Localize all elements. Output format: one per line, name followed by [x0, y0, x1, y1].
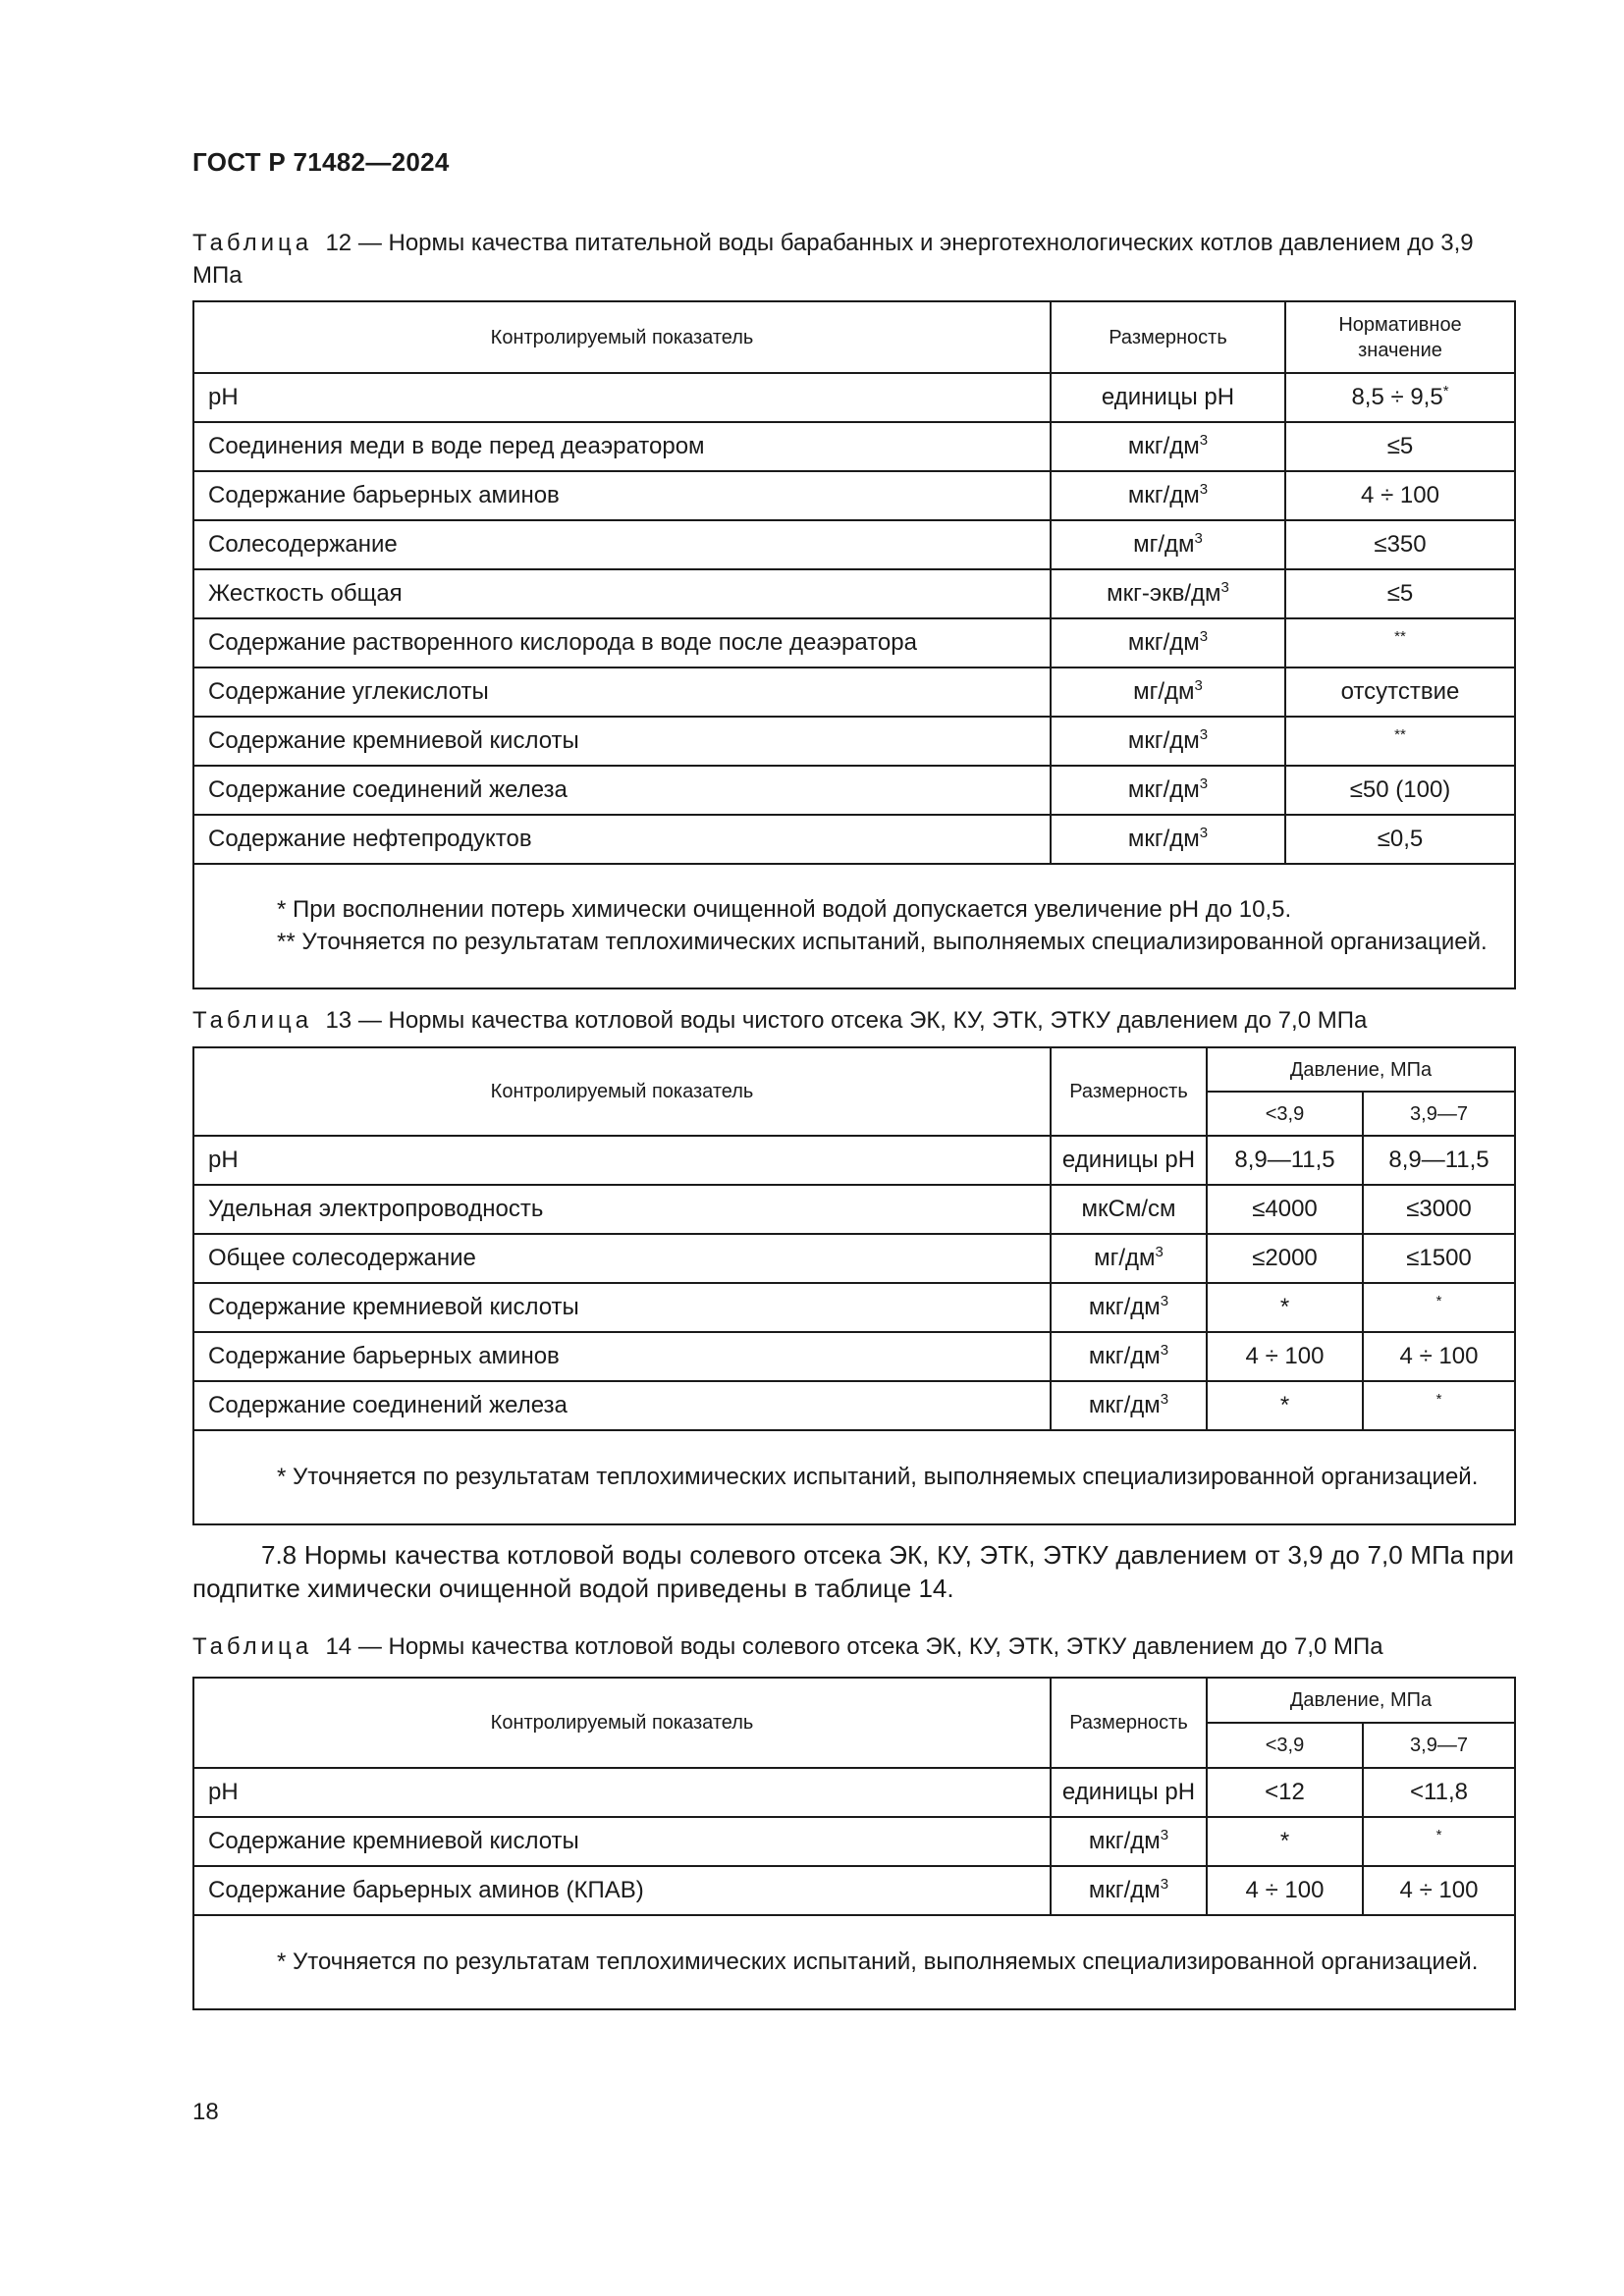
value-cell: [1285, 717, 1515, 766]
value-high-cell-text: ≤3000: [1406, 1196, 1472, 1222]
table14-caption: [192, 1630, 1514, 1663]
indicator-cell-text: Удельная электропроводность: [208, 1196, 544, 1222]
indicator-cell: [193, 471, 1051, 520]
value-high-cell: [1363, 1185, 1515, 1234]
table13: [192, 1046, 1516, 1525]
header-pressure: Давление, МПа: [1207, 1678, 1515, 1723]
value-high-cell-text: <11,8: [1410, 1779, 1468, 1805]
value-low-cell-text: 4 ÷ 100: [1245, 1877, 1325, 1903]
value-high-cell: [1363, 1332, 1515, 1381]
header-unit: Размерность: [1051, 301, 1285, 373]
unit-cell: [1051, 815, 1285, 864]
indicator-cell: [193, 422, 1051, 471]
table-row: [193, 1768, 1515, 1817]
table12-caption-text: 12 — Нормы качества питательной воды барабанных и энерготехнологических котлов давлением до 3,9 МПа: [192, 230, 1474, 289]
table12-caption: [192, 227, 1514, 292]
unit-cell-sup: 3: [1199, 628, 1209, 645]
table-row: [193, 766, 1515, 815]
unit-cell-text: мкг/дм: [1088, 1877, 1161, 1903]
unit-cell-text: мг/дм: [1133, 531, 1195, 558]
footnote: * При восполнении потерь химически очищенной водой допускается увеличение pH до 10,5.: [277, 895, 1292, 923]
unit-cell-sup: 3: [1199, 481, 1209, 498]
value-high-cell-text: 4 ÷ 100: [1399, 1877, 1479, 1903]
unit-cell: [1051, 618, 1285, 667]
table12-header-row: [193, 301, 1515, 373]
value-cell: [1285, 667, 1515, 717]
unit-cell: [1051, 1136, 1207, 1185]
unit-cell-sup: 3: [1160, 1342, 1169, 1359]
value-cell: [1285, 569, 1515, 618]
unit-cell-sup: 3: [1199, 726, 1209, 743]
indicator-cell: [193, 373, 1051, 422]
table-row: [193, 471, 1515, 520]
unit-cell-sup: 3: [1199, 775, 1209, 792]
footnote: * Уточняется по результатам теплохимических испытаний, выполняемых специализированной организацией.: [277, 1948, 1479, 1975]
unit-cell-text: мкСм/см: [1081, 1196, 1176, 1222]
indicator-cell: [193, 1136, 1051, 1185]
indicator-cell-text: Содержание кремниевой кислоты: [208, 1828, 579, 1854]
table13-caption: [192, 1004, 1514, 1037]
table14: [192, 1677, 1516, 2010]
value-low-cell: [1207, 1234, 1363, 1283]
unit-cell: [1051, 569, 1285, 618]
header-pressure-high: 3,9—7: [1363, 1723, 1515, 1768]
document-id: ГОСТ Р 71482—2024: [192, 147, 450, 177]
value-cell: [1285, 618, 1515, 667]
value-low-cell-text: <12: [1265, 1779, 1305, 1805]
value-high-cell-text: 4 ÷ 100: [1399, 1343, 1479, 1369]
value-high-cell: [1363, 1866, 1515, 1915]
table-row: [193, 422, 1515, 471]
header-indicator: Контролируемый показатель: [193, 1047, 1051, 1136]
indicator-cell-text: Содержание кремниевой кислоты: [208, 1294, 579, 1320]
unit-cell: [1051, 422, 1285, 471]
table14-caption-word: Таблица: [192, 1633, 313, 1660]
indicator-cell: [193, 1866, 1051, 1915]
unit-cell: [1051, 520, 1285, 569]
unit-cell: [1051, 1817, 1207, 1866]
table13-notes-row: [193, 1430, 1515, 1524]
indicator-cell-text: pH: [208, 1147, 239, 1173]
value-low-cell-text: 4 ÷ 100: [1245, 1343, 1325, 1369]
unit-cell-text: мкг/дм: [1127, 482, 1200, 508]
table14-notes: [193, 1915, 1515, 2009]
indicator-cell: [193, 1381, 1051, 1430]
value-low-cell: [1207, 1283, 1363, 1332]
value-high-cell: [1363, 1234, 1515, 1283]
value-cell: [1285, 422, 1515, 471]
value-cell-sup: *: [1442, 383, 1449, 400]
table13-notes: [193, 1430, 1515, 1524]
unit-cell-text: мкг/дм: [1127, 826, 1200, 852]
table-row: [193, 815, 1515, 864]
table13-caption-text: 13 — Нормы качества котловой воды чистого отсека ЭК, КУ, ЭТК, ЭТКУ давлением до 7,0 МПа: [325, 1007, 1368, 1034]
unit-cell-text: мг/дм: [1133, 678, 1195, 705]
indicator-cell-text: pH: [208, 384, 239, 410]
indicator-cell: [193, 618, 1051, 667]
value-low-cell: [1207, 1332, 1363, 1381]
table-row: [193, 1234, 1515, 1283]
unit-cell-sup: 3: [1199, 825, 1209, 841]
indicator-cell-text: Жесткость общая: [208, 580, 403, 607]
indicator-cell-text: Содержание барьерных аминов (КПАВ): [208, 1877, 644, 1903]
unit-cell-text: мкг/дм: [1127, 629, 1200, 656]
unit-cell-sup: 3: [1194, 530, 1203, 547]
value-cell: [1285, 766, 1515, 815]
header-unit: Размерность: [1051, 1047, 1207, 1136]
value-cell-text: 4 ÷ 100: [1361, 482, 1439, 508]
value-high-cell: [1363, 1283, 1515, 1332]
value-high-cell-sup: *: [1435, 1391, 1442, 1408]
indicator-cell: [193, 1234, 1051, 1283]
indicator-cell: [193, 1283, 1051, 1332]
table13-header-row: [193, 1047, 1515, 1092]
indicator-cell-text: Содержание соединений железа: [208, 776, 568, 803]
unit-cell: [1051, 1768, 1207, 1817]
table-row: [193, 1136, 1515, 1185]
value-low-cell-text: 8,9—11,5: [1234, 1147, 1335, 1173]
value-high-cell-sup: *: [1435, 1293, 1442, 1309]
value-low-cell: [1207, 1817, 1363, 1866]
table12: [192, 300, 1516, 989]
indicator-cell: [193, 1817, 1051, 1866]
unit-cell-sup: 3: [1160, 1876, 1169, 1893]
indicator-cell: [193, 815, 1051, 864]
unit-cell: [1051, 1234, 1207, 1283]
unit-cell-text: мкг/дм: [1127, 727, 1200, 754]
paragraph-7-8: 7.8 Нормы качества котловой воды солевого отсека ЭК, КУ, ЭТК, ЭТКУ давлением от 3,9 до 7,0 МПа при подпитке химически очищенной водой приведены в таблице 14.: [192, 1540, 1514, 1603]
unit-cell: [1051, 1332, 1207, 1381]
indicator-cell: [193, 1332, 1051, 1381]
unit-cell-text: мкг/дм: [1088, 1294, 1161, 1320]
value-high-cell: [1363, 1381, 1515, 1430]
unit-cell: [1051, 373, 1285, 422]
header-unit: Размерность: [1051, 1678, 1207, 1768]
table14-header-row: [193, 1678, 1515, 1723]
indicator-cell-text: Соединения меди в воде перед деаэратором: [208, 433, 705, 459]
unit-cell-text: мкг-экв/дм: [1107, 580, 1221, 607]
unit-cell-sup: 3: [1155, 1244, 1164, 1260]
value-cell-text: ≤5: [1386, 580, 1414, 607]
indicator-cell-text: Содержание барьерных аминов: [208, 1343, 560, 1369]
value-low-cell-text: *: [1279, 1294, 1290, 1320]
indicator-cell: [193, 520, 1051, 569]
table-row: [193, 717, 1515, 766]
table12-caption-word: Таблица: [192, 230, 313, 256]
header-indicator: Контролируемый показатель: [193, 301, 1051, 373]
footnote: * Уточняется по результатам теплохимических испытаний, выполняемых специализированной организацией.: [277, 1463, 1479, 1490]
indicator-cell: [193, 1185, 1051, 1234]
indicator-cell: [193, 667, 1051, 717]
table12-notes-row: [193, 864, 1515, 988]
value-cell-text: ≤50 (100): [1349, 776, 1451, 803]
value-cell: [1285, 373, 1515, 422]
table13-caption-word: Таблица: [192, 1007, 313, 1034]
value-low-cell: [1207, 1185, 1363, 1234]
value-cell: [1285, 471, 1515, 520]
footnote: ** Уточняется по результатам теплохимических испытаний, выполняемых специализированной организацией.: [277, 928, 1488, 955]
indicator-cell: [193, 1768, 1051, 1817]
unit-cell-sup: 3: [1160, 1391, 1169, 1408]
table14-caption-text: 14 — Нормы качества котловой воды солевого отсека ЭК, КУ, ЭТК, ЭТКУ давлением до 7,0 МПа: [325, 1633, 1383, 1660]
indicator-cell-text: Содержание растворенного кислорода в воде после деаэратора: [208, 629, 917, 656]
value-low-cell-text: *: [1279, 1828, 1290, 1854]
unit-cell-text: мг/дм: [1094, 1245, 1156, 1271]
value-cell: [1285, 815, 1515, 864]
value-high-cell: [1363, 1768, 1515, 1817]
indicator-cell-text: pH: [208, 1779, 239, 1805]
unit-cell-sup: 3: [1199, 432, 1209, 449]
unit-cell: [1051, 1283, 1207, 1332]
header-indicator: Контролируемый показатель: [193, 1678, 1051, 1768]
table-row: [193, 667, 1515, 717]
header-pressure: Давление, МПа: [1207, 1047, 1515, 1092]
unit-cell-sup: 3: [1160, 1827, 1169, 1843]
unit-cell-text: мкг/дм: [1088, 1343, 1161, 1369]
table-row: [193, 1185, 1515, 1234]
value-low-cell: [1207, 1136, 1363, 1185]
unit-cell-sup: 3: [1220, 579, 1229, 596]
unit-cell-text: единицы pH: [1061, 1147, 1196, 1173]
unit-cell-text: мкг/дм: [1088, 1392, 1161, 1418]
value-cell-sup: **: [1394, 726, 1406, 743]
page-number: 18: [192, 2099, 219, 2125]
value-low-cell: [1207, 1381, 1363, 1430]
unit-cell-text: мкг/дм: [1127, 776, 1200, 803]
value-high-cell-text: 8,9—11,5: [1388, 1147, 1489, 1173]
indicator-cell-text: Солесодержание: [208, 531, 398, 558]
value-cell-text: ≤0,5: [1377, 826, 1424, 852]
unit-cell: [1051, 667, 1285, 717]
unit-cell-text: единицы pH: [1101, 384, 1235, 410]
table-row: [193, 1381, 1515, 1430]
table-row: [193, 520, 1515, 569]
table-row: [193, 1817, 1515, 1866]
table14-notes-row: [193, 1915, 1515, 2009]
indicator-cell: [193, 569, 1051, 618]
header-pressure-low: <3,9: [1207, 1092, 1363, 1136]
header-pressure-low: <3,9: [1207, 1723, 1363, 1768]
table-row: [193, 1866, 1515, 1915]
table-row: [193, 1283, 1515, 1332]
table12-notes: [193, 864, 1515, 988]
indicator-cell-text: Содержание барьерных аминов: [208, 482, 560, 508]
value-low-cell: [1207, 1768, 1363, 1817]
unit-cell-text: мкг/дм: [1088, 1828, 1161, 1854]
indicator-cell-text: Общее солесодержание: [208, 1245, 476, 1271]
indicator-cell-text: Содержание соединений железа: [208, 1392, 568, 1418]
value-cell-text: ≤350: [1374, 531, 1427, 558]
unit-cell-sup: 3: [1194, 677, 1203, 694]
header-normative-value: Нормативное значение: [1285, 301, 1515, 373]
header-pressure-high: 3,9—7: [1363, 1092, 1515, 1136]
indicator-cell-text: Содержание углекислоты: [208, 678, 489, 705]
table-row: [193, 373, 1515, 422]
unit-cell: [1051, 717, 1285, 766]
value-cell-text: отсутствие: [1340, 678, 1460, 705]
indicator-cell: [193, 717, 1051, 766]
value-cell-text: 8,5 ÷ 9,5: [1351, 384, 1443, 410]
value-high-cell: [1363, 1136, 1515, 1185]
unit-cell-sup: 3: [1160, 1293, 1169, 1309]
value-high-cell-sup: *: [1435, 1827, 1442, 1843]
value-low-cell-text: ≤4000: [1252, 1196, 1318, 1222]
value-low-cell: [1207, 1866, 1363, 1915]
table-row: [193, 618, 1515, 667]
unit-cell: [1051, 1381, 1207, 1430]
table-row: [193, 569, 1515, 618]
unit-cell: [1051, 471, 1285, 520]
value-cell-sup: **: [1394, 628, 1406, 645]
value-cell-text: ≤5: [1386, 433, 1414, 459]
indicator-cell: [193, 766, 1051, 815]
value-cell: [1285, 520, 1515, 569]
value-low-cell-text: ≤2000: [1252, 1245, 1318, 1271]
unit-cell: [1051, 766, 1285, 815]
unit-cell-text: единицы pH: [1061, 1779, 1196, 1805]
value-high-cell: [1363, 1817, 1515, 1866]
unit-cell: [1051, 1185, 1207, 1234]
indicator-cell-text: Содержание кремниевой кислоты: [208, 727, 579, 754]
value-low-cell-text: *: [1279, 1392, 1290, 1418]
value-high-cell-text: ≤1500: [1406, 1245, 1472, 1271]
table-row: [193, 1332, 1515, 1381]
unit-cell-text: мкг/дм: [1127, 433, 1200, 459]
indicator-cell-text: Содержание нефтепродуктов: [208, 826, 532, 852]
unit-cell: [1051, 1866, 1207, 1915]
